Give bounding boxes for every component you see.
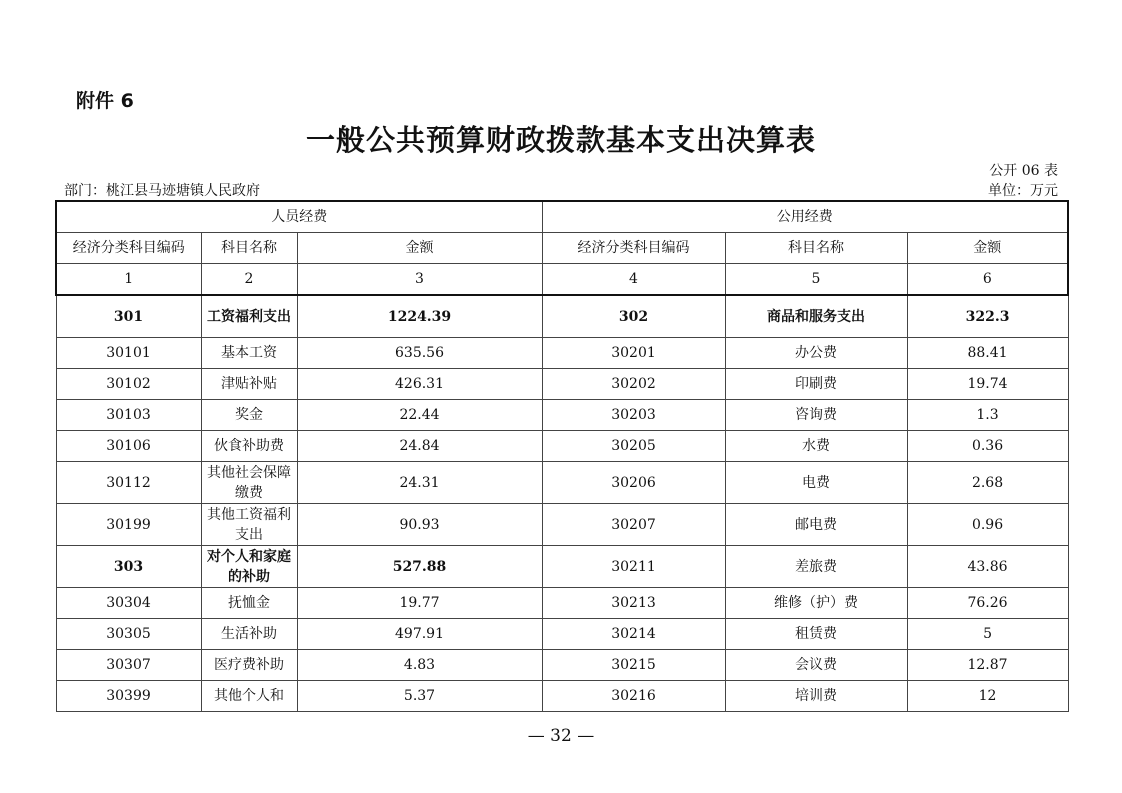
table-cell: 19.74	[907, 369, 1068, 400]
unit-label: 单位：万元	[988, 183, 1058, 199]
table-cell: 527.88	[297, 546, 542, 588]
table-cell: 咨询费	[725, 400, 907, 431]
table-cell: 0.96	[907, 504, 1068, 546]
table-cell: 工资福利支出	[201, 295, 297, 338]
table-row	[56, 431, 1068, 462]
department-label: 部门：桃江县马迹塘镇人民政府	[64, 183, 260, 199]
table-cell: 30202	[542, 369, 725, 400]
table-cell: 30101	[56, 338, 201, 369]
table-cell: 办公费	[725, 338, 907, 369]
table-cell: 其他社会保障缴费	[201, 462, 297, 504]
table-cell: 津贴补贴	[201, 369, 297, 400]
table-cell: 30213	[542, 588, 725, 619]
table-cell: 印刷费	[725, 369, 907, 400]
table-row	[56, 462, 1068, 504]
table-column-header-row	[56, 233, 1068, 264]
table-cell: 水费	[725, 431, 907, 462]
table-cell: 30211	[542, 546, 725, 588]
table-cell: 303	[56, 546, 201, 588]
table-row	[56, 546, 1068, 588]
table-row	[56, 650, 1068, 681]
table-cell: 76.26	[907, 588, 1068, 619]
table-row	[56, 338, 1068, 369]
table-cell: 635.56	[297, 338, 542, 369]
table-cell: 43.86	[907, 546, 1068, 588]
table-row	[56, 619, 1068, 650]
table-cell: 30399	[56, 681, 201, 712]
table-cell: 30203	[542, 400, 725, 431]
table-cell: 5.37	[297, 681, 542, 712]
table-cell: 电费	[725, 462, 907, 504]
column-header: 金额	[907, 233, 1068, 264]
table-cell: 其他个人和	[201, 681, 297, 712]
attachment-label: 附件 6	[76, 90, 134, 112]
column-header: 经济分类科目编码	[56, 233, 201, 264]
table-cell: 22.44	[297, 400, 542, 431]
table-cell: 1.3	[907, 400, 1068, 431]
table-cell: 培训费	[725, 681, 907, 712]
table-cell: 30215	[542, 650, 725, 681]
column-number: 2	[201, 264, 297, 296]
table-cell: 12.87	[907, 650, 1068, 681]
table-cell: 4.83	[297, 650, 542, 681]
column-header: 科目名称	[725, 233, 907, 264]
table-column-number-row	[56, 264, 1068, 296]
column-header: 经济分类科目编码	[542, 233, 725, 264]
column-number: 3	[297, 264, 542, 296]
table-cell: 5	[907, 619, 1068, 650]
table-cell: 30206	[542, 462, 725, 504]
table-cell: 302	[542, 295, 725, 338]
table-cell: 抚恤金	[201, 588, 297, 619]
table-cell: 0.36	[907, 431, 1068, 462]
table-cell: 30201	[542, 338, 725, 369]
table-cell: 奖金	[201, 400, 297, 431]
table-cell: 30207	[542, 504, 725, 546]
table-cell: 差旅费	[725, 546, 907, 588]
table-cell: 维修（护）费	[725, 588, 907, 619]
table-cell: 医疗费补助	[201, 650, 297, 681]
column-number: 6	[907, 264, 1068, 296]
table-group-header-row	[56, 201, 1068, 233]
column-header: 科目名称	[201, 233, 297, 264]
table-cell: 对个人和家庭的补助	[201, 546, 297, 588]
table-cell: 30102	[56, 369, 201, 400]
table-cell: 90.93	[297, 504, 542, 546]
table-row	[56, 504, 1068, 546]
table-cell: 19.77	[297, 588, 542, 619]
table-cell: 301	[56, 295, 201, 338]
table-row	[56, 369, 1068, 400]
table-cell: 邮电费	[725, 504, 907, 546]
table-cell: 其他工资福利支出	[201, 504, 297, 546]
table-cell: 30199	[56, 504, 201, 546]
table-cell: 30305	[56, 619, 201, 650]
table-cell: 12	[907, 681, 1068, 712]
expenditure-table	[55, 200, 1069, 712]
table-cell: 322.3	[907, 295, 1068, 338]
table-cell: 2.68	[907, 462, 1068, 504]
personnel-expenses-header: 人员经费	[56, 201, 542, 233]
column-number: 4	[542, 264, 725, 296]
table-cell: 88.41	[907, 338, 1068, 369]
table-cell: 30112	[56, 462, 201, 504]
table-cell: 30304	[56, 588, 201, 619]
table-cell: 商品和服务支出	[725, 295, 907, 338]
table-cell: 24.84	[297, 431, 542, 462]
form-number: 公开 06 表	[989, 163, 1058, 179]
table-cell: 426.31	[297, 369, 542, 400]
table-cell: 30214	[542, 619, 725, 650]
table-cell: 24.31	[297, 462, 542, 504]
table-cell: 30106	[56, 431, 201, 462]
public-expenses-header: 公用经费	[542, 201, 1068, 233]
table-cell: 租赁费	[725, 619, 907, 650]
table-cell: 基本工资	[201, 338, 297, 369]
table-cell: 30307	[56, 650, 201, 681]
table-cell: 30216	[542, 681, 725, 712]
table-cell: 497.91	[297, 619, 542, 650]
table-cell: 伙食补助费	[201, 431, 297, 462]
column-header: 金额	[297, 233, 542, 264]
column-number: 1	[56, 264, 201, 296]
table-cell: 30205	[542, 431, 725, 462]
page-title: 一般公共预算财政拨款基本支出决算表	[305, 123, 816, 157]
table-cell: 30103	[56, 400, 201, 431]
page-number: — 32 —	[527, 726, 595, 746]
table-cell: 生活补助	[201, 619, 297, 650]
table-cell: 1224.39	[297, 295, 542, 338]
table-row	[56, 681, 1068, 712]
column-number: 5	[725, 264, 907, 296]
table-row	[56, 295, 1068, 338]
table-cell: 会议费	[725, 650, 907, 681]
table-row	[56, 400, 1068, 431]
table-row	[56, 588, 1068, 619]
